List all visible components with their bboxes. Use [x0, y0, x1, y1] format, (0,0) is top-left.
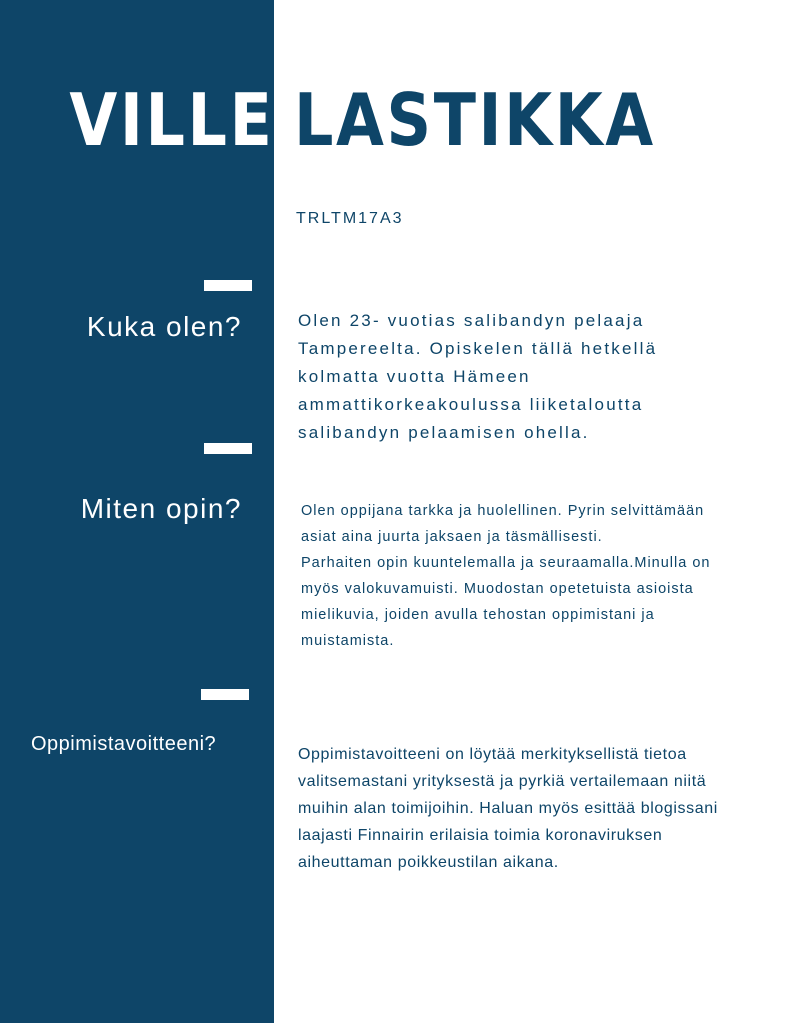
- paragraph: Olen oppijana tarkka ja huolellinen. Pyrin selvittämään asiat aina juurta jaksaen ja täsmällisesti.: [301, 503, 705, 545]
- paragraph: Olen 23- vuotias salibandyn pelaaja Tampereelta. Opiskelen tällä hetkellä kolmatta vuotta Hämeen ammattikorkeakoulussa liiketaloutta salibandyn pelaamisen ohella.: [298, 311, 658, 442]
- group-code: TRLTM17A3: [296, 210, 404, 227]
- first-name: VILLE: [68, 78, 274, 162]
- section-heading-learning-goals: Oppimistavoitteeni?: [31, 733, 217, 755]
- section-text-learning-goals: [298, 741, 738, 876]
- section-heading-who-am-i: Kuka olen?: [86, 311, 242, 342]
- section-divider-1: [204, 280, 252, 291]
- section-divider-2: [204, 443, 252, 454]
- section-text-how-i-learn: [301, 498, 721, 654]
- section-heading-how-i-learn: Miten opin?: [80, 493, 242, 524]
- section-divider-3: [201, 689, 249, 700]
- paragraph: Parhaiten opin kuuntelemalla ja seuraamalla.Minulla on myös valokuvamuisti. Muodostan opetetuista asioista mielikuvia, joiden avulla tehostan oppimistani ja muistamista.: [301, 555, 711, 649]
- last-name: LASTIKKA: [294, 78, 656, 162]
- paragraph: Oppimistavoitteeni on löytää merkityksellistä tietoa valitsemastani yrityksestä ja pyrkiä vertailemaan niitä muihin alan toimijoihin. Haluan myös esittää blogissani laajasti Finnairin erilaisia toimia koronaviruksen aiheuttaman poikkeustilan aikana.: [298, 746, 718, 871]
- section-text-who-am-i: [298, 307, 738, 447]
